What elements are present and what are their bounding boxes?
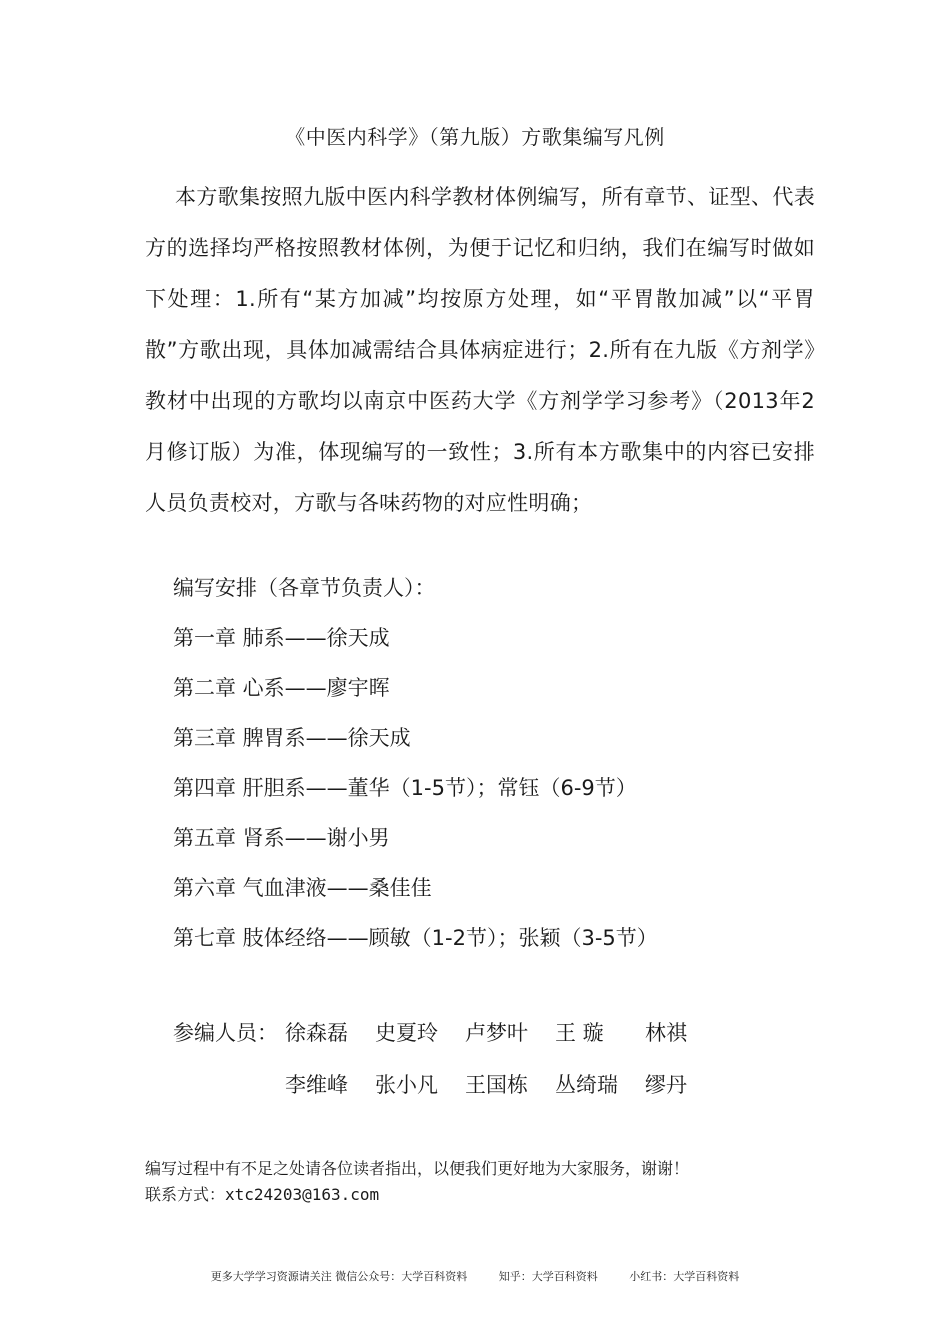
contributor-name: 史夏玲 [375, 1021, 438, 1045]
contact-label: 联系方式： [145, 1185, 226, 1204]
chapter-line-7: 第七章 肢体经络——顾敏（1-2节）；张颖（3-5节） [173, 926, 658, 950]
contributors-label-spacer [173, 1065, 285, 1117]
document-title: 《中医内科学》（第九版）方歌集编写凡例 [285, 125, 665, 149]
contributor-name: 卢梦叶 [465, 1021, 528, 1045]
contributors-row-2 [173, 1065, 813, 1117]
footer-wechat: 更多大学学习资源请关注 微信公众号：大学百科资料 [210, 1270, 468, 1283]
contributors-row-1 [173, 1013, 813, 1065]
intro-paragraph: 本方歌集按照九版中医内科学教材体例编写，所有章节、证型、代表方的选择均严格按照教材体例，为便于记忆和归纳，我们在编写时做如下处理：1.所有“某方加减”均按原方处理，如“平胃散加减”以“平胃散”方歌出现，具体加减需结合具体病症进行；2.所有在九版《方剂学》教材中出现的方歌均以南京中医药大学《方剂学学习参考》（2013年2月修订版）为准，体现编写的一致性；3.所有本方歌集中的内容已安排人员负责校对，方歌与各味药物的对应性明确； [145, 185, 815, 515]
contributor-name: 王国栋 [465, 1073, 528, 1097]
footer-zhihu: 知乎：大学百科资料 [498, 1270, 598, 1283]
contributor-name: 林祺 [645, 1021, 687, 1045]
contributor-name: 张小凡 [375, 1073, 438, 1097]
contributor-name: 王 璇 [555, 1021, 604, 1045]
chapter-line-6: 第六章 气血津液——桑佳佳 [173, 876, 432, 900]
chapter-line-5: 第五章 肾系——谢小男 [173, 826, 390, 850]
contact-email: xtc24203@163.com [225, 1185, 380, 1204]
contributor-name: 徐森磊 [285, 1021, 348, 1045]
contact-line [145, 1182, 825, 1208]
contributors-names-row-2 [285, 1065, 735, 1117]
chapter-line-2: 第二章 心系——廖宇晖 [173, 676, 390, 700]
chapter-line-4: 第四章 肝胆系——董华（1-5节）；常钰（6-9节） [173, 776, 637, 800]
contributors-label: 参编人员： [173, 1021, 278, 1045]
footer-xiaohongshu: 小红书：大学百科资料 [629, 1270, 740, 1283]
assignment-heading: 编写安排（各章节负责人）： [173, 576, 436, 600]
contributor-name: 丛绮瑞 [555, 1073, 618, 1097]
closing-note [145, 1156, 825, 1208]
chapter-line-3: 第三章 脾胃系——徐天成 [173, 726, 411, 750]
closing-note-text: 编写过程中有不足之处请各位读者指出，以便我们更好地为大家服务，谢谢！ [145, 1159, 690, 1178]
contributors-names-row-1 [285, 1013, 735, 1065]
chapter-line-1: 第一章 肺系——徐天成 [173, 626, 390, 650]
page-footer [0, 1268, 950, 1286]
assignment-section [173, 568, 813, 968]
contributor-name: 李维峰 [285, 1073, 348, 1097]
contributor-name: 缪丹 [645, 1073, 687, 1097]
contributors-section [173, 1013, 813, 1117]
